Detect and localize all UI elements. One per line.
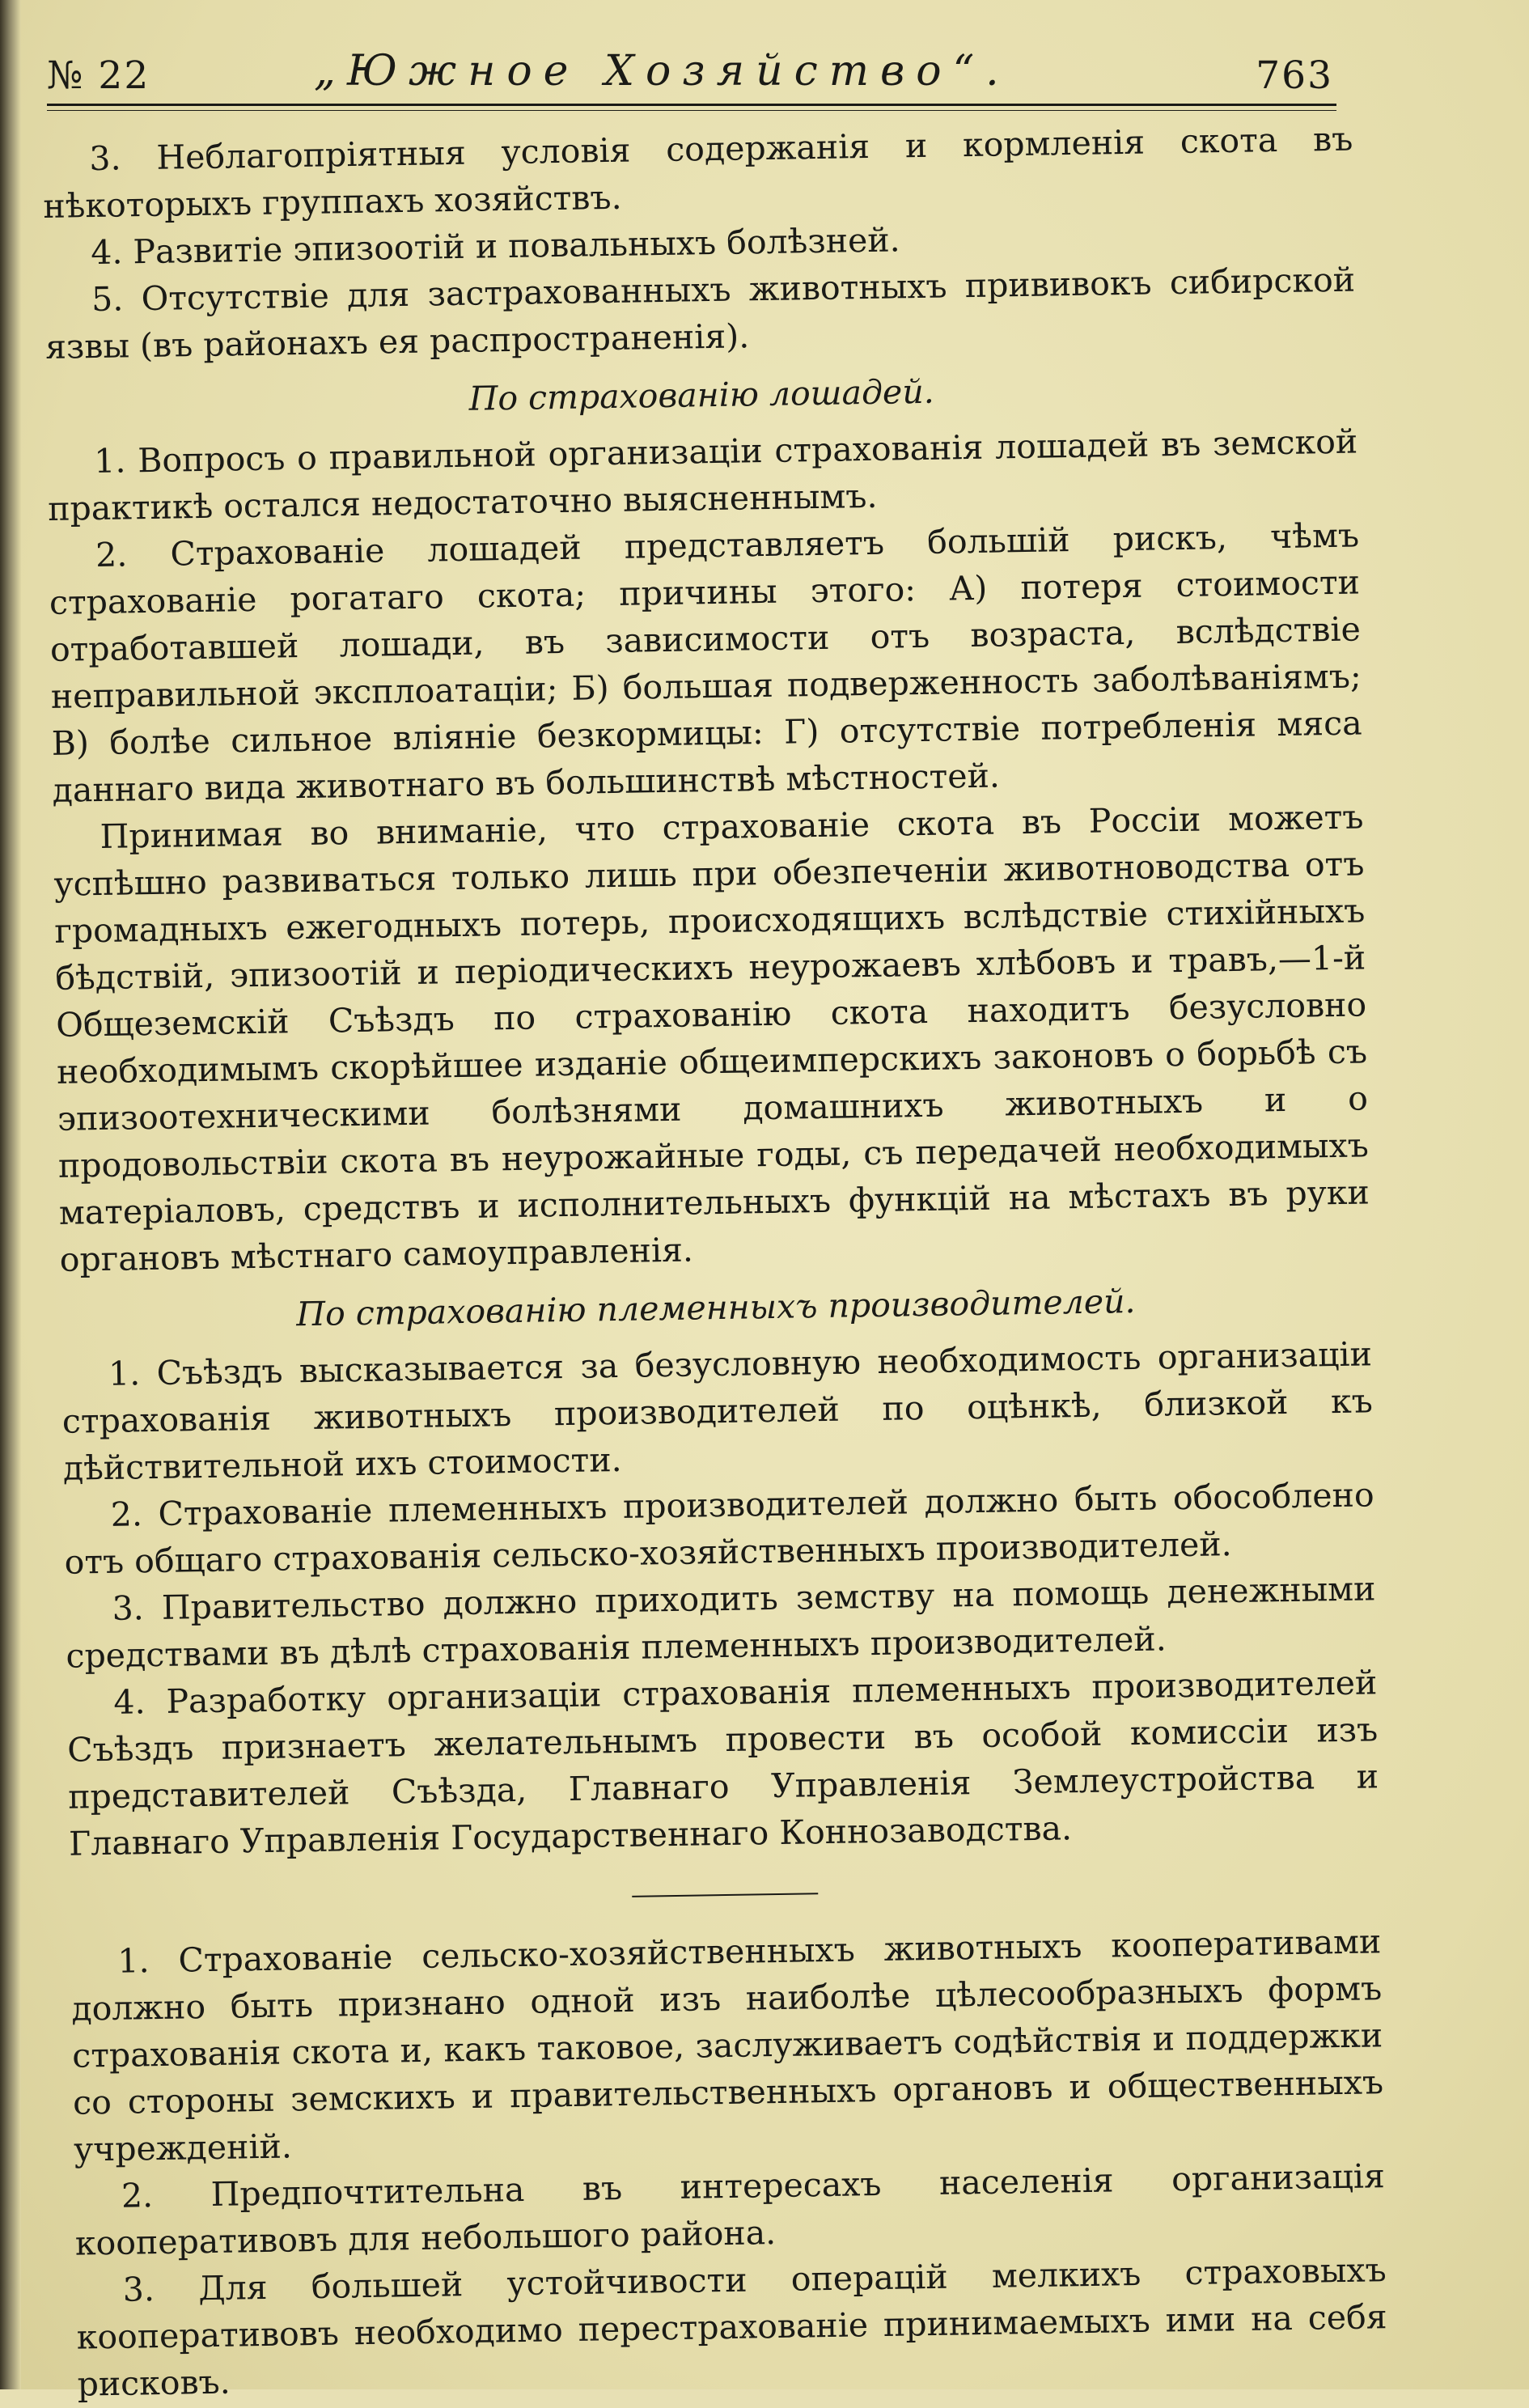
journal-title: „Южное Хозяйство“.	[314, 47, 1010, 95]
coop-item: 3. Для большей устойчивости операцій мелкихъ страховыхъ кооперативовъ необходимо перестрахованіе принимаемыхъ ими на себя рисковъ.	[76, 2250, 1387, 2404]
horses-item: 2. Страхованіе лошадей представляетъ большій рискъ, чѣмъ страхованіе рогатаго скота; причины этого: А) потеря стоимости отработавшей лошади, въ зависимости отъ возраста, вслѣдствіе неправильной эксплоатаціи; Б) большая подверженность заболѣваніямъ; В) болѣе сильное вліяніе безкормицы: Г) отсутствіе потребленія мяса даннаго вида животнаго въ большинствѣ мѣстностей.	[49, 515, 1362, 810]
section-separator	[632, 1893, 818, 1897]
breeders-item: 2. Страхованіе племенныхъ производителей должно быть обособлено отъ общаго страхованія сельско-хозяйственныхъ производителей.	[64, 1475, 1374, 1582]
page-body	[42, 116, 1388, 2408]
section-heading-breeders: По страхованію племенныхъ производителей.	[295, 1281, 1136, 1334]
coop-item: 1. Страхованіе сельско-хозяйственныхъ животныхъ кооперативами должно быть признано одной изъ наиболѣе цѣлесообразныхъ формъ страхованія скота и, какъ таковое, заслуживаетъ содѣйствія и поддержки со стороны земскихъ и правительственныхъ органовъ и общественныхъ учрежденій.	[70, 1922, 1384, 2169]
issue-number: № 22	[47, 53, 150, 98]
page-number: 763	[1256, 53, 1333, 98]
running-header	[47, 47, 1333, 112]
breeders-item: 1. Съѣздъ высказывается за безусловную необходимость организаціи страхованія животныхъ производителей по оцѣнкѣ, близкой къ дѣйствительной ихъ стоимости.	[61, 1334, 1374, 1488]
book-spine-shadow	[0, 0, 21, 2389]
section-heading-horses: По страхованію лошадей.	[468, 371, 935, 418]
horses-item: 1. Вопросъ о правильной организаціи страхованія лошадей въ земской практикѣ остался недостаточно выясненнымъ.	[47, 422, 1358, 528]
breeders-item: 3. Правительство должно приходить земству на помощь денежными средствами въ дѣлѣ страхованія племенныхъ производителей.	[66, 1569, 1376, 1676]
horses-resolution: Принимая во вниманіе, что страхованіе скота въ Россіи можетъ успѣшно развиваться только лишь при обезпеченіи животноводства отъ громадныхъ ежегодныхъ потерь, происходящихъ вслѣдствіе стихійныхъ бѣдствій, эпизоотій и періодическихъ неурожаевъ хлѣбовъ и травъ,—1-й Общеземскій Съѣздъ по страхованію скота находитъ безусловно необходимымъ скорѣйшее изданіе общеимперскихъ законовъ о борьбѣ съ эпизоотехническими болѣзнями домашнихъ животныхъ и о продовольствіи скота въ неурожайные годы, съ передачей необходимыхъ матеріаловъ, средствъ и исполнительныхъ функцій на мѣстахъ въ руки органовъ мѣстнаго самоуправленія.	[53, 797, 1370, 1279]
intro-item: 4. Развитіе эпизоотій и повальныхъ болѣзней.	[90, 220, 900, 273]
header-rule-thick	[47, 104, 1336, 106]
header-rule-thin	[47, 110, 1336, 111]
coop-item: 2. Предпочтительна въ интересахъ населенія организація кооперативовъ для небольшого района.	[74, 2156, 1386, 2263]
breeders-item: 4. Разработку организаціи страхованія племенныхъ производителей Съѣздъ признаетъ желательнымъ провести въ особой комиссіи изъ представителей Съѣзда, Главнаго Управленія Землеустройства и Главнаго Управленія Государственнаго Коннозаводства.	[66, 1663, 1379, 1863]
intro-item: 5. Отсутствіе для застрахованныхъ животныхъ прививокъ сибирской язвы (въ районахъ ея распространенія).	[44, 260, 1356, 367]
intro-item: 3. Неблагопріятныя условія содержанія и кормленія скота въ нѣкоторыхъ группахъ хозяйствъ.	[42, 119, 1353, 226]
